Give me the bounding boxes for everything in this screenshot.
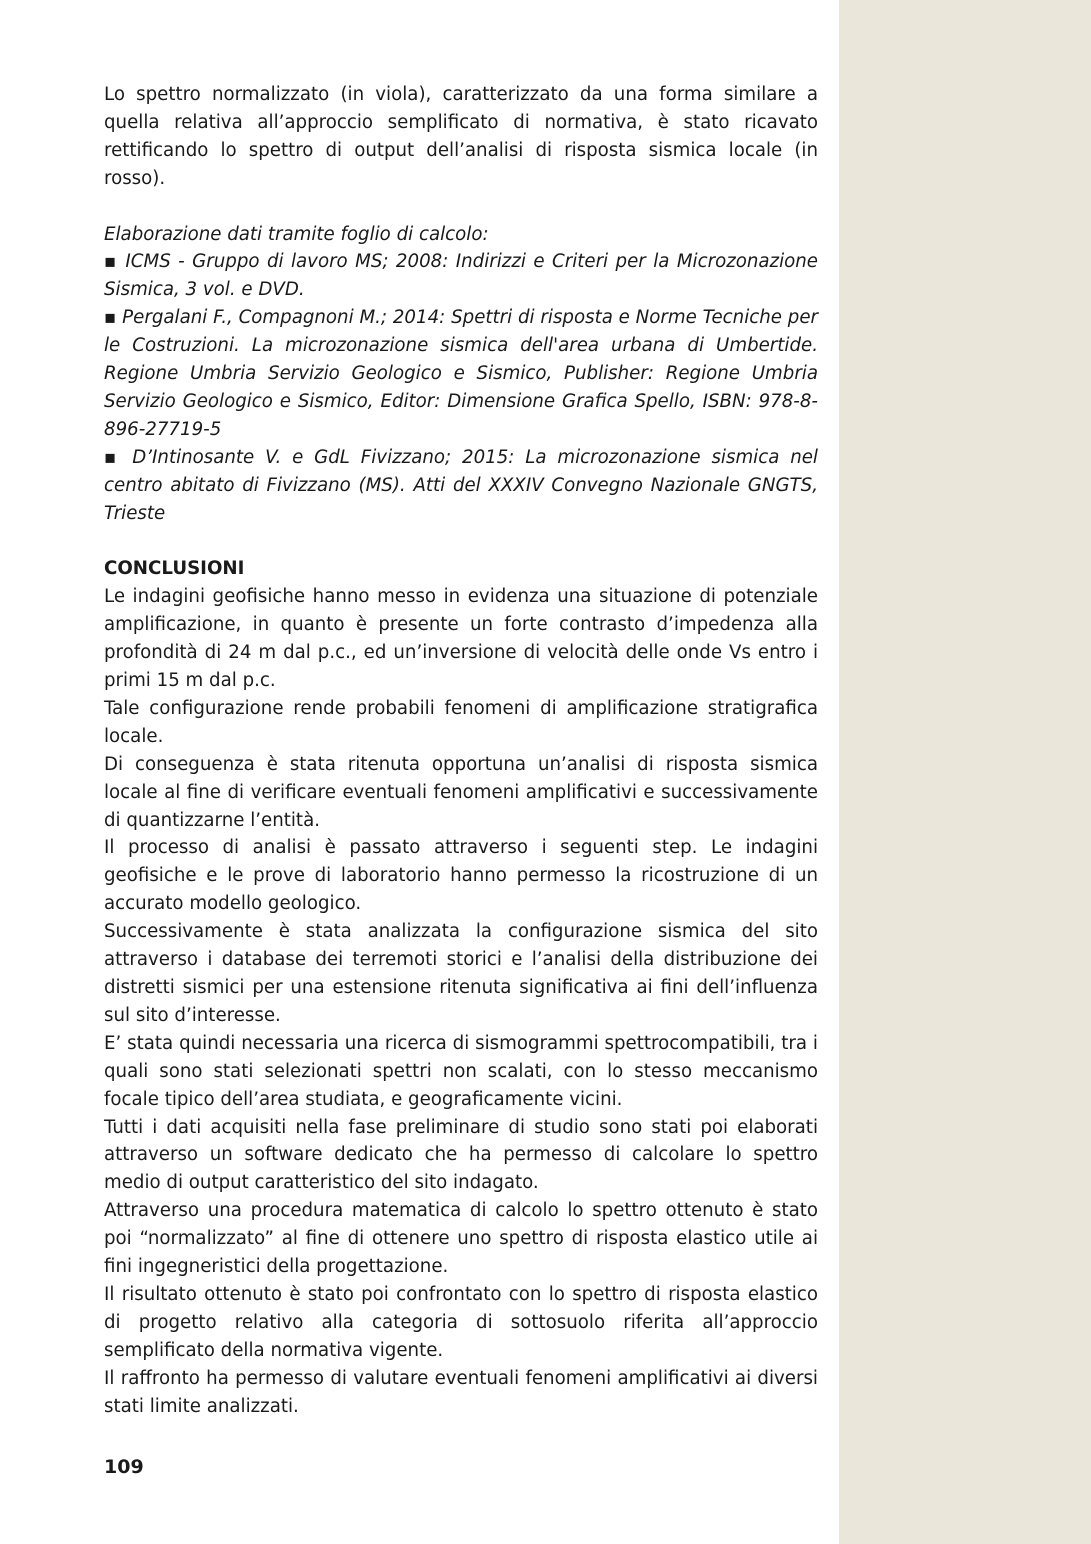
conclusions-paragraph: Tale configurazione rende probabili fenomeni di amplificazione stratigrafica locale. [104,697,818,747]
conclusions-paragraph: Il risultato ottenuto è stato poi confrontato con lo spettro di risposta elastico di progetto relativo alla categoria di sottosuolo riferita all’approccio semplificato della normativa vigente. [104,1283,818,1361]
side-margin-band [839,0,1091,1544]
conclusions-paragraph: Le indagini geofisiche hanno messo in evidenza una situazione di potenziale amplificazione, in quanto è presente un forte contrasto d’impedenza alla profondità di 24 m dal p.c., ed un’inversione di velocità delle onde Vs entro i primi 15 m dal p.c. [104,586,818,691]
conclusions-paragraph: Attraverso una procedura matematica di calcolo lo spettro ottenuto è stato poi “normalizzato” al fine di ottenere uno spettro di risposta elastico utile ai fini ingegneristici della progettazione. [104,1200,818,1278]
conclusions-paragraph: E’ stata quindi necessaria una ricerca di sismogrammi spettrocompatibili, tra i quali sono stati selezionati spettri non scalati, con lo stesso meccanismo focale tipico dell’area studiata, e geograficamente vicini. [104,1032,818,1110]
conclusions-heading: CONCLUSIONI [104,558,245,580]
conclusions-section [104,555,818,1420]
references-block [104,221,818,528]
conclusions-paragraph: Tutti i dati acquisiti nella fase preliminare di studio sono stati poi elaborati attraverso un software dedicato che ha permesso di calcolare lo spettro medio di output caratteristico del sito indagato. [104,1116,818,1194]
intro-block [104,81,818,193]
conclusions-paragraph: Il processo di analisi è passato attraverso i seguenti step. Le indagini geofisiche e le prove di laboratorio hanno permesso la ricostruzione di un accurato modello geologico. [104,837,818,915]
conclusions-paragraph: Successivamente è stata analizzata la configurazione sismica del sito attraverso i database dei terremoti storici e l’analisi della distribuzione dei distretti sismici per una estensione ritenuta significativa ai fini dell’influenza sul sito d’interesse. [104,921,818,1026]
reference-item-pergalani: ▪ Pergalani F., Compagnoni M.; 2014: Spettri di risposta e Norme Tecniche per le Costruzioni. La microzonazione sismica dell'area urbana di Umbertide. Regione Umbria Servizio Geologico e Sismico, Publisher: Regione Umbria Servizio Geologico e Sismico, Editor: Dimensione Grafica Spello, ISBN: 978-8-896-27719-5 [104,307,818,440]
intro-paragraph: Lo spettro normalizzato (in viola), caratterizzato da una forma similare a quella relativa all’approccio semplificato di normativa, è stato ricavato rettificando lo spettro di output dell’analisi di risposta sismica locale (in rosso). [104,84,818,189]
reference-item-icms: ▪ ICMS - Gruppo di lavoro MS; 2008: Indirizzi e Criteri per la Microzonazione Sismica, 3 vol. e DVD. [104,251,818,301]
page-content [104,81,818,1420]
reference-item-dintinosante: ▪ D’Intinosante V. e GdL Fivizzano; 2015: La microzonazione sismica nel centro abitato di Fivizzano (MS). Atti del XXXIV Convegno Nazionale GNGTS, Trieste [104,446,818,524]
conclusions-paragraph: Di conseguenza è stata ritenuta opportuna un’analisi di risposta sismica locale al fine di verificare eventuali fenomeni amplificativi e successivamente di quantizzarne l’entità. [104,753,818,831]
page-number: 109 [104,1456,144,1478]
references-title: Elaborazione dati tramite foglio di calcolo: [104,223,489,245]
conclusions-paragraph: Il raffronto ha permesso di valutare eventuali fenomeni amplificativi ai diversi stati limite analizzati. [104,1367,818,1417]
